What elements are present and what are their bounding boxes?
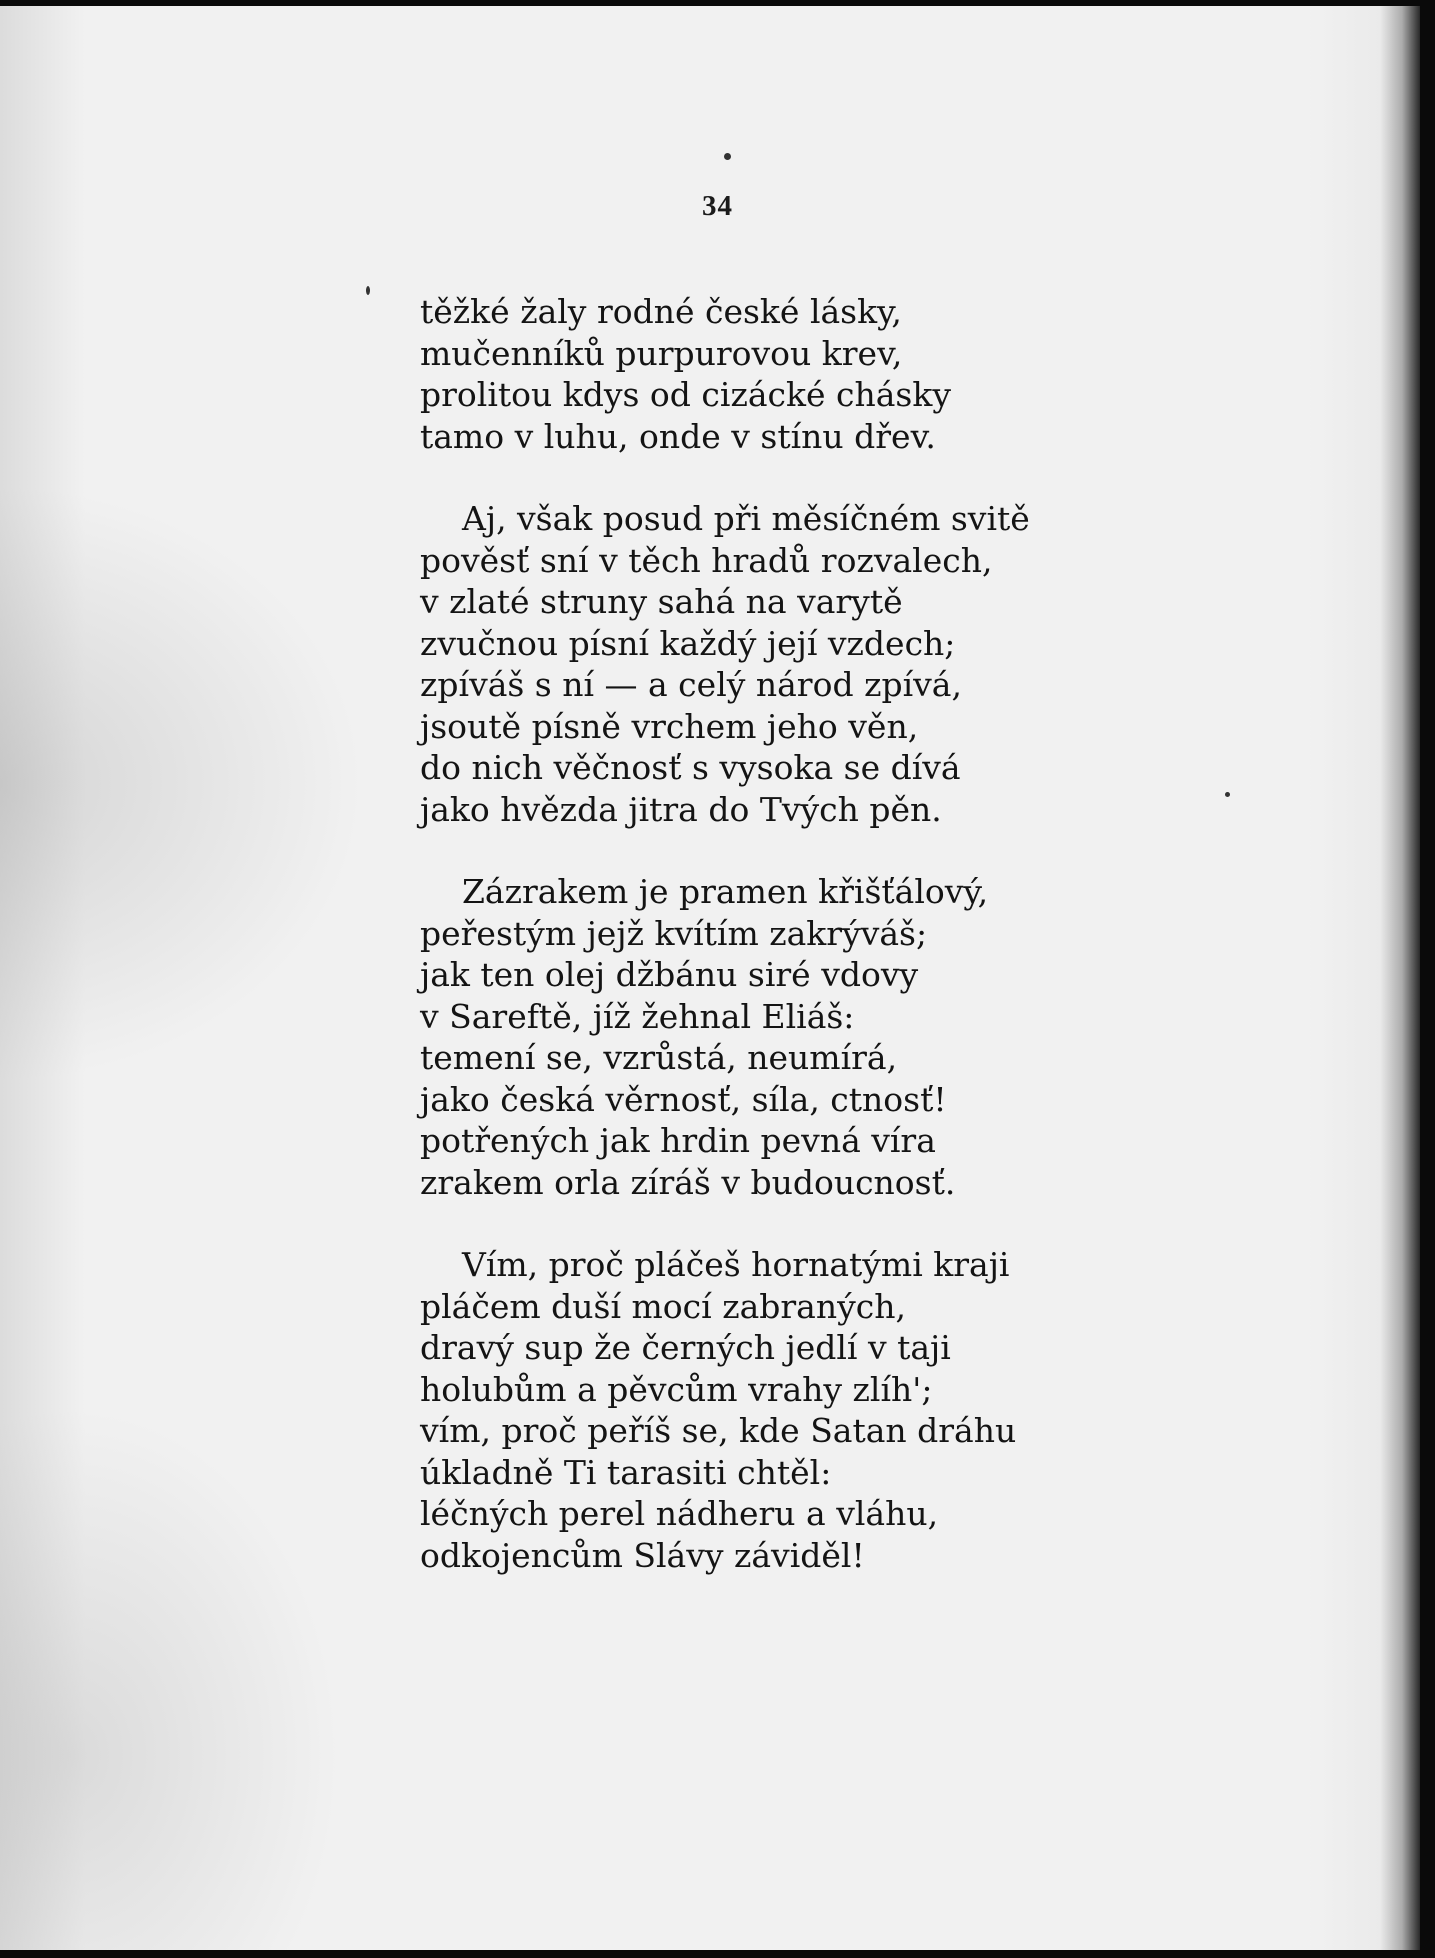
poem-line: odkojencům Slávy záviděl! [420, 1535, 865, 1575]
poem-line: Aj, však posud při měsíčném svitě [462, 499, 1030, 538]
poem-line: mučenníků purpurovou krev, [420, 333, 903, 373]
poem-line: Vím, proč pláčeš hornatými kraji [462, 1245, 1010, 1284]
poem-line: jako česká věrnosť, síla, ctnosť! [420, 1079, 947, 1119]
poem-line: holubům a pěvcům vrahy zlíh'; [420, 1369, 933, 1409]
poem-line: dravý sup že černých jedlí v taji [420, 1328, 951, 1367]
poem-line: zvučnou písní každý její vzdech; [420, 623, 956, 663]
poem-line: jak ten olej džbánu siré vdovy [420, 955, 919, 994]
poem-line: těžké žaly rodné české lásky, [420, 292, 902, 331]
poem-line: Zázrakem je pramen křišťálový, [462, 872, 989, 911]
stanza-1 [420, 291, 1240, 457]
poem-line: zrakem orla zíráš v budoucnosť. [420, 1162, 956, 1202]
stanza-3 [420, 871, 1240, 1203]
scan-speck [724, 153, 731, 160]
scan-speck [366, 286, 370, 295]
poem-text [420, 291, 1240, 1576]
stanza-2 [420, 498, 1240, 830]
poem-line: peřestým jejž kvítím zakrýváš; [420, 913, 928, 953]
poem-line: vím, proč peříš se, kde Satan dráhu [420, 1411, 1017, 1450]
poem-line: temení se, vzrůstá, neumírá, [420, 1038, 898, 1077]
poem-line: pověsť sní v těch hradů rozvalech, [420, 540, 993, 580]
stanza-4 [420, 1244, 1240, 1576]
poem-line: prolitou kdys od cizácké chásky [420, 375, 951, 414]
poem-line: v Sareftě, jíž žehnal Eliáš: [420, 996, 855, 1036]
poem-line: jsoutě písně vrchem jeho věn, [420, 706, 919, 746]
poem-line: potřených jak hrdin pevná víra [420, 1121, 936, 1160]
poem-line: jako hvězda jitra do Tvých pěn. [420, 789, 942, 829]
poem-line: v zlaté struny sahá na varytě [420, 582, 903, 621]
poem-line: pláčem duší mocí zabraných, [420, 1286, 906, 1326]
page-edge-shadow [1380, 6, 1420, 1950]
poem-line: léčných perel nádheru a vláhu, [420, 1494, 939, 1533]
poem-line: tamo v luhu, onde v stínu dřev. [420, 416, 936, 456]
poem-line: zpíváš s ní — a celý národ zpívá, [420, 665, 962, 704]
poem-line: do nich věčnosť s vysoka se dívá [420, 748, 961, 787]
poem-line: úkladně Ti tarasiti chtěl: [420, 1452, 832, 1492]
page-number: 34 [702, 190, 733, 222]
